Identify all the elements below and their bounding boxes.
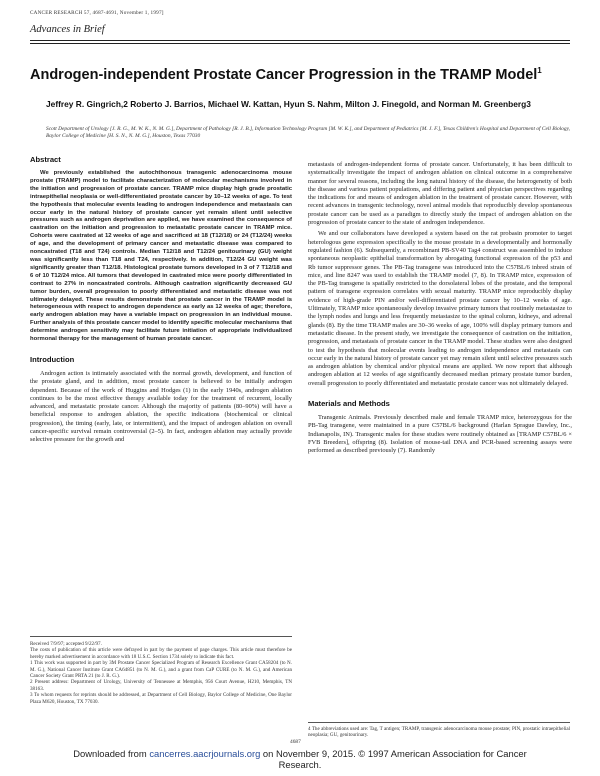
abstract-text: We previously established the autochthonous transgenic adenocarcinoma mouse prostate (TRAMP) model to facilitate characterization of molecular mechanisms involved in the initiation and progression of prostate cancer. TRAMP mice display high grade prostatic intraepithelial neoplasia or well-differentiated prostate cancer by 10–12 weeks of age. To test the hypothesis that molecular events leading to androgen independence and metastasis can occur early in the natural history of prostate cancer yet remain silent until selective pressures such as androgen deprivation are applied, we have examined the consequence of castration on the initiation and progression to metastatic prostate cancer in TRAMP mice. Cohorts were castrated at 12 weeks of age and sacrificed at 18 (T12/18) or 24 (T12/24) weeks of age, and the development of primary cancer and metastatic disease was compared to noncastrated (T18 and T24) controls. Median T12/18 and T12/24 genitourinary (GU) weight was significantly less than T18 and T24, respectively. In addition, T12/24 GU weight was significantly greater than T12/18. Histological prostate tumors developed in 3 of 7 T12/18 and 6 of 10 T12/24 mice. All tumors that developed in castrated mice were poorly differentiated in contrast to 27% in noncastrated controls. Although castration significantly decreased GU tumor burden, overall progression to poorly differentiated and metastatic disease was not ultimately delayed. These results demonstrate that prostate cancer in the TRAMP model is heterogeneous with respect to androgen dependence as early as 12 weeks of age; therefore, early androgen ablation may have a variable impact on progression in an individual mouse. Further analysis of this prostate cancer model to identify specific molecular mechanisms that determine androgen sensitivity may facilitate future initiation of appropriate individualized hormonal therapy for the management of human prostate cancer.: [30, 170, 292, 343]
journal-citation: CANCER RESEARCH 57, 4687-4691, November 1, 1997]: [30, 10, 164, 16]
download-prefix: Downloaded from: [73, 748, 150, 759]
abstract-heading: Abstract: [30, 155, 61, 164]
footnote: 3 To whom requests for reprints should be addressed, at Department of Cell Biology, Baylor College of Medicine, One Baylor Plaza M620, Houston, TX 77030.: [30, 692, 292, 705]
article-title: Androgen-independent Prostate Cancer Progression in the TRAMP Model$^1$: [30, 66, 542, 83]
title-footnote-marker: 1: [537, 66, 542, 75]
download-suffix: on November 9, 2015. © 1997 American Association for Cancer: [260, 748, 527, 759]
footnotes-left: [30, 636, 292, 705]
footnote: Received 7/9/97; accepted 9/22/97.: [30, 641, 102, 647]
introduction-heading: Introduction: [30, 354, 75, 364]
footnote: The costs of publication of this article were defrayed in part by the payment of page charges. This article must therefore be hereby marked advertisement in accordance with 18 U.S.C. Section 1734 solely to indicate this fact.: [30, 647, 292, 660]
download-line2: Research.: [278, 759, 322, 770]
introduction-text: Androgen action is intimately associated with the normal growth, development, and function of the prostate gland, and in addition, most prostate cancer is believed to be initially androgen dependent. Because of the work of Huggins and Hodges (1) in the early 1940s, androgen ablation continues to be the most effective therapy available today for the treatment of recurrent, locally advanced, and metastatic prostate cancer. Although the majority of patients (80–90%) will have a beneficial response to androgen ablation, the specific indications (biochemical or clinical progression), the timing (early, late, or intermittent), and the impact of androgen ablation on overall cancer-specific survival remain controversial (2–5). In fact, androgen ablation may actually provide selective pressure for the growth and: [30, 369, 292, 444]
header-rule-top: [30, 40, 570, 41]
methods-heading: Materials and Methods: [308, 399, 390, 409]
page-number: 4687: [290, 739, 301, 745]
abbreviations-footnote: 4 The abbreviations used are: Tag, T antigen; TRAMP, transgenic adenocarcinoma mouse prostate; PIN, prostatic intraepithelial neoplasia; GU, genitourinary.: [308, 726, 570, 739]
header-rule-bottom: [30, 43, 570, 44]
paragraph: We and our collaborators have developed a system based on the rat probasin promoter to target heterologous gene expression specifically to the mouse prostate in a developmentally and hormonally regulated fashion (6). Subsequently, a recombinant PB-SV40 Tag4 construct was assembled to induce spontaneous neoplastic epithelial transformation by abrogating functional expression of the p53 and Rb tumor suppressor genes. The PB-Tag transgene was introduced into the C57BL/6 inbred strain of mice, and line 8247 was used to establish the TRAMP model (7, 8). In TRAMP mice, expression of the PB-Tag transgene is spatially restricted to the dorsolateral lobes of the prostate, and the temporal pattern of transgene expression correlates with sexual maturity. TRAMP mice reproducibly display evidence of high-grade PIN and/or well-differentiated prostate cancer by 10–12 weeks of age. Ultimately, TRAMP mice spontaneously develop invasive primary tumors that routinely metastasize to the lymph nodes and lungs and less frequently metastasize to the spinal column, kidneys, and adrenal glands (8). By the time TRAMP males are 30–36 weeks of age, 100% will display primary tumors and metastatic disease. In the present study, we investigate the consequence of castration on the initiation, progression, and metastasis of prostate cancer in the TRAMP model. These studies were also designed to test the hypothesis that molecular events leading to androgen independence and metastasis can occur early in the natural history of prostate cancer yet may remain silent until selective pressures such as androgen ablation by chemical and/or physical means are applied. We now report that although androgen ablation at 12 weeks of age significantly decreased median primary prostate tumor burden, overall progression to poorly differentiated and metastatic prostate cancer was not ultimately delayed.: [308, 230, 572, 387]
footnote: 1 This work was supported in part by 3M Prostate Cancer Specialized Program of Research Excellence Grant CA58204 (to N. M. G.), National Cancer Institute Grant CA64851 (to N. M. G.), and a grant from CaP CURE (to N. M. G.), and American Cancer Society Grant PRTA 21 (to J. R. G.).: [30, 660, 292, 680]
affiliations: Scott Department of Urology [J. R. G., M. W. K., N. M. G.], Department of Pathology [R. J. B.], Information Technology Program [M. W. K.], and Department of Pediatrics [M. J. F.], Texas Children's Hospital and Department of Cell Biology, Baylor College of Medicine [H. S. N., N. M. G.], Houston, Texas 77030: [46, 126, 571, 140]
methods-text: Transgenic Animals. Previously described male and female TRAMP mice, heterozygous for the PB-Tag transgene, were maintained in a pure C57BL/6 background (Harlan Sprague Dawley, Inc., Indianapolis, IN). Transgenic males for these studies were routinely obtained as [TRAMP C57BL/6 × FVB Breeders], offspring (8). Isolation of mouse-tail DNA and PCR-based screening assays were performed as described previously (7). Randomly: [308, 414, 572, 455]
download-notice: [0, 748, 600, 770]
footnote-right: [308, 722, 570, 739]
journal-link[interactable]: cancerres.aacrjournals.org: [149, 748, 261, 759]
left-column: [30, 155, 292, 445]
footnote: 2 Present address: Department of Urology, University of Tennessee at Memphis, 956 Court Avenue, H210, Memphis, TN 38163.: [30, 679, 292, 692]
section-label: Advances in Brief: [30, 24, 105, 35]
paragraph: metastasis of androgen-independent forms of prostate cancer. Unfortunately, it has been difficult to systematically investigate the impact of androgen ablation on clinical outcome in a comprehensive manner for several reasons, including the long natural history of the disease, the heterogeneity of both the disease and various patient populations, and differing patient and physician perspectives regarding the indications for and means of androgen ablation in the treatment of prostate cancer. However, with recent advances in transgenic technology, novel animal models that reproducibly develop spontaneous prostate cancer can be used as a paradigm to directly study the impact of androgen ablation on the progression of prostate cancer to the state of androgen independence.: [308, 161, 572, 227]
right-column: [308, 161, 572, 456]
author-list: Jeffrey R. Gingrich,2 Roberto J. Barrios, Michael W. Kattan, Hyun S. Nahm, Milton J. Finegold, and Norman M. Greenberg3: [46, 99, 531, 109]
